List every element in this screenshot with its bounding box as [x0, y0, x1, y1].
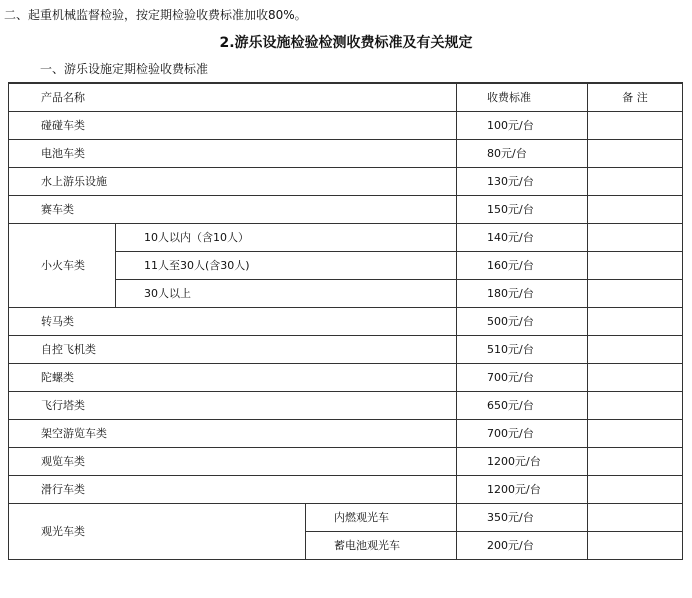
note-cell	[588, 419, 683, 447]
fee-value: 140元/台	[457, 223, 588, 251]
note-cell	[588, 475, 683, 503]
fee-value: 700元/台	[457, 363, 588, 391]
fee-value: 700元/台	[457, 419, 588, 447]
note-cell	[588, 335, 683, 363]
table-row	[9, 363, 683, 391]
fee-table	[8, 82, 683, 560]
note-cell	[588, 223, 683, 251]
table-header-row	[9, 83, 683, 111]
table-row	[9, 335, 683, 363]
table-row	[9, 475, 683, 503]
sub-product-name: 11人至30人(含30人)	[116, 251, 457, 279]
section-subtitle: 一、游乐设施定期检验收费标准	[40, 62, 209, 76]
fee-value: 1200元/台	[457, 475, 588, 503]
fee-value: 160元/台	[457, 251, 588, 279]
note-cell	[588, 447, 683, 475]
product-name: 水上游乐设施	[9, 167, 457, 195]
product-name: 观览车类	[9, 447, 457, 475]
table-row	[9, 167, 683, 195]
note-cell	[588, 363, 683, 391]
header-product-name: 产品名称	[9, 83, 457, 111]
fee-value: 100元/台	[457, 111, 588, 139]
table-row	[9, 447, 683, 475]
sub-product-name: 蓄电池观光车	[306, 531, 457, 559]
product-name: 小火车类	[9, 223, 116, 307]
table-row	[9, 419, 683, 447]
note-cell	[588, 531, 683, 559]
product-name: 飞行塔类	[9, 391, 457, 419]
header-note: 备 注	[588, 83, 683, 111]
table-row	[9, 223, 683, 251]
note-cell	[588, 251, 683, 279]
note-cell	[588, 391, 683, 419]
table-row	[9, 111, 683, 139]
fee-value: 150元/台	[457, 195, 588, 223]
table-row	[9, 391, 683, 419]
intro-text: 二、起重机械监督检验，按定期检验收费标准加收80%。	[4, 8, 307, 22]
note-cell	[588, 167, 683, 195]
product-name: 观光车类	[9, 503, 306, 559]
product-name: 碰碰车类	[9, 111, 457, 139]
note-cell	[588, 279, 683, 307]
product-name: 赛车类	[9, 195, 457, 223]
table-row	[9, 307, 683, 335]
header-fee: 收费标准	[457, 83, 588, 111]
fee-value: 650元/台	[457, 391, 588, 419]
fee-value: 510元/台	[457, 335, 588, 363]
note-cell	[588, 139, 683, 167]
fee-value: 80元/台	[457, 139, 588, 167]
fee-value: 500元/台	[457, 307, 588, 335]
sub-product-name: 10人以内（含10人）	[116, 223, 457, 251]
product-name: 滑行车类	[9, 475, 457, 503]
fee-value: 1200元/台	[457, 447, 588, 475]
product-name: 电池车类	[9, 139, 457, 167]
note-cell	[588, 503, 683, 531]
product-name: 陀螺类	[9, 363, 457, 391]
product-name: 自控飞机类	[9, 335, 457, 363]
table-row	[9, 195, 683, 223]
fee-value: 180元/台	[457, 279, 588, 307]
note-cell	[588, 111, 683, 139]
table-row	[9, 139, 683, 167]
fee-value: 200元/台	[457, 531, 588, 559]
table-row	[9, 503, 683, 531]
note-cell	[588, 195, 683, 223]
fee-value: 350元/台	[457, 503, 588, 531]
sub-product-name: 内燃观光车	[306, 503, 457, 531]
product-name: 架空游览车类	[9, 419, 457, 447]
note-cell	[588, 307, 683, 335]
page-title: 2.游乐设施检验检测收费标准及有关规定	[219, 35, 473, 51]
product-name: 转马类	[9, 307, 457, 335]
fee-value: 130元/台	[457, 167, 588, 195]
sub-product-name: 30人以上	[116, 279, 457, 307]
